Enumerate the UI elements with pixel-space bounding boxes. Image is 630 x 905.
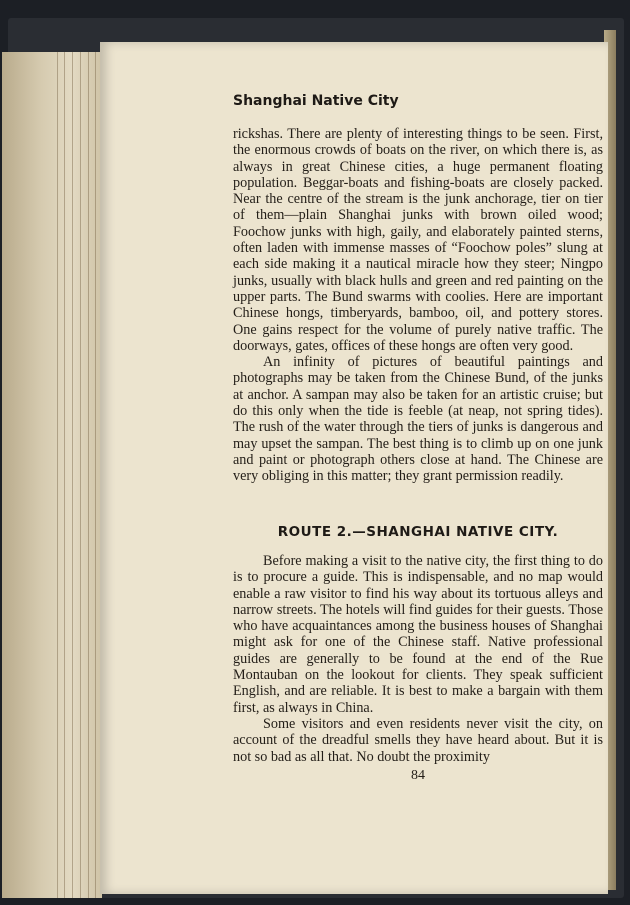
running-head: Shanghai Native City (233, 93, 399, 109)
body-text-bottom (233, 553, 603, 765)
paragraph: rickshas. There are plenty of interesting things to be seen. First, the enormous crowds of boats on the river, on which there is, as always in great Chinese cities, a huge permanent floating population. Beggar-boats and fishing-boats are closely packed. Near the centre of the stream is the junk anchorage, tier on tier of them—plain Shanghai junks with brown oiled wood; Foochow junks with high, gaily, and elaborately painted sterns, often laden with immense masses of “Foochow poles” slung at each side making it a nautical miracle how they steer; Ningpo junks, usually with black hulls and green and red painting on the upper parts. The Bund swarms with coolies. Here are important Chinese hongs, timberyards, bamboo, oil, and pottery stores. One gains respect for the volume of purely native traffic. The doorways, gates, offices of these hongs are often very good. (233, 126, 603, 354)
page-stack-edge (2, 52, 102, 898)
paragraph: Before making a visit to the native city, the first thing to do is to procure a guide. This is indispensable, and no map would enable a raw visitor to find his way about its tortuous alleys and narrow streets. The hotels will find guides for their guests. Those who have acquaintances among the business houses of Shanghai might ask for one of the Chinese staff. Native professional guides are generally to be found at the end of the Rue Montauban on the lookout for clients. They speak sufficient English, and are reliable. It is best to make a bargain with them first, as always in China. (233, 553, 603, 716)
page-number: 84 (411, 768, 425, 783)
body-text-top (233, 126, 603, 485)
section-heading: ROUTE 2.—SHANGHAI NATIVE CITY. (277, 524, 559, 540)
paragraph: Some visitors and even residents never visit the city, on account of the dreadful smells they have heard about. But it is not so bad as all that. No doubt the proximity (233, 715, 603, 765)
paragraph: An infinity of pictures of beautiful paintings and photographs may be taken from the Chinese Bund, of the junks at anchor. A sampan may also be taken for an artistic cruise; but do this only when the tide is feeble (at neap, not spring tides). The rush of the water through the tiers of junks is dangerous and may upset the sampan. The best thing is to climb up on one junk and paint or photograph others close at hand. The Chinese are very obliging in this matter; they grant permission readily. (233, 354, 603, 485)
